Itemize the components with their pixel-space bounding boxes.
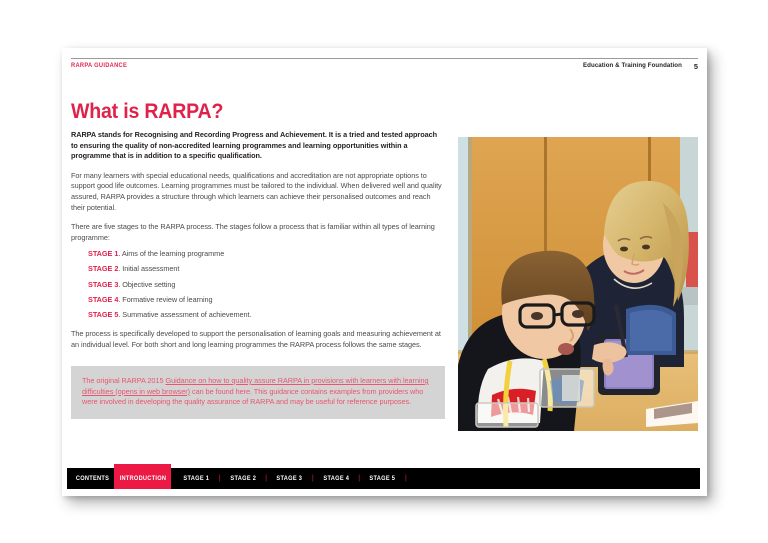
page-header xyxy=(71,62,698,76)
stage-text: . Summative assessment of achievement. xyxy=(118,309,252,319)
stages-list xyxy=(71,249,445,320)
nav-separator: | xyxy=(218,475,221,482)
nav-separator: | xyxy=(311,475,314,482)
document-page xyxy=(62,48,707,496)
list-item xyxy=(71,280,445,291)
body-paragraph-3: There are five stages to the RARPA process. The stages follow a process that is familiar within all types of learning programme: xyxy=(71,222,435,242)
page-number: 5 xyxy=(693,62,698,71)
nav-item-stage-5[interactable]: STAGE 5 xyxy=(369,475,396,482)
stage-text: . Formative review of learning xyxy=(118,294,213,304)
classroom-photo xyxy=(458,137,698,431)
nav-separator: | xyxy=(358,475,361,482)
classroom-photo-illustration xyxy=(458,137,698,431)
body-paragraph-4: The process is specifically developed to support the personalisation of learning goals and measuring achievement at an individual level. For both short and long learning programmes the RARPA process follows the same stages. xyxy=(71,329,441,349)
list-item xyxy=(71,249,445,260)
stage-label: STAGE 2 xyxy=(88,264,119,274)
lede-paragraph: RARPA stands for Recognising and Recording Progress and Achievement. It is a tried and tested approach to ensuring the quality of non-accredited learning programmes and learning opportunities within a programme that is in addition to a specific qualification. xyxy=(71,130,438,161)
body-paragraph-2: For many learners with special educational needs, qualifications and accreditation are not appropriate options to support good life outcomes. Learning programmes must be tailored to the individual. When delivered well and quality assured, RARPA provides a structure through which learners can achieve their personalised outcomes and reach their potential. xyxy=(71,170,442,212)
guidance-link[interactable]: Guidance on how to quality assure RARPA in provisions with learners with learning difficulties (opens in web browser) xyxy=(82,376,429,396)
page-title: What is RARPA? xyxy=(71,100,224,124)
list-item xyxy=(71,264,445,275)
stage-label: STAGE 1 xyxy=(88,249,119,259)
stage-text: . Objective setting xyxy=(118,279,176,289)
nav-item-contents[interactable]: CONTENTS xyxy=(75,475,110,482)
list-item xyxy=(71,310,445,321)
body-text-column xyxy=(71,130,445,360)
nav-item-introduction[interactable] xyxy=(114,464,171,489)
nav-item-stage-1[interactable]: STAGE 1 xyxy=(183,475,210,482)
list-item xyxy=(71,295,445,306)
nav-item-stage-4[interactable]: STAGE 4 xyxy=(323,475,349,482)
nav-item-stage-2[interactable]: STAGE 2 xyxy=(230,475,256,482)
nav-item-stage-3[interactable]: STAGE 3 xyxy=(276,475,303,482)
callout-suffix: can be found here. This guidance contains examples from providers who were involved in developing the quality assurance of RARPA and may be useful for reference purposes. xyxy=(82,386,424,407)
callout-text xyxy=(82,376,434,408)
stage-text: . Aims of the learning programme xyxy=(118,249,225,259)
organisation-name: Education & Training Foundation xyxy=(583,62,682,69)
nav-item-introduction-label: INTRODUCTION xyxy=(119,474,166,482)
stage-label: STAGE 3 xyxy=(88,279,119,289)
document-kicker: RARPA GUIDANCE xyxy=(71,62,128,69)
stage-text: . Initial assessment xyxy=(118,264,180,274)
guidance-callout-box xyxy=(71,366,445,419)
bottom-navigation-bar xyxy=(67,468,700,489)
stage-label: STAGE 5 xyxy=(88,309,119,319)
nav-separator: | xyxy=(265,475,268,482)
stage-label: STAGE 4 xyxy=(88,294,119,304)
nav-separator: | xyxy=(404,475,407,482)
callout-prefix: The original RARPA 2015 xyxy=(82,376,166,385)
header-divider xyxy=(71,58,698,59)
